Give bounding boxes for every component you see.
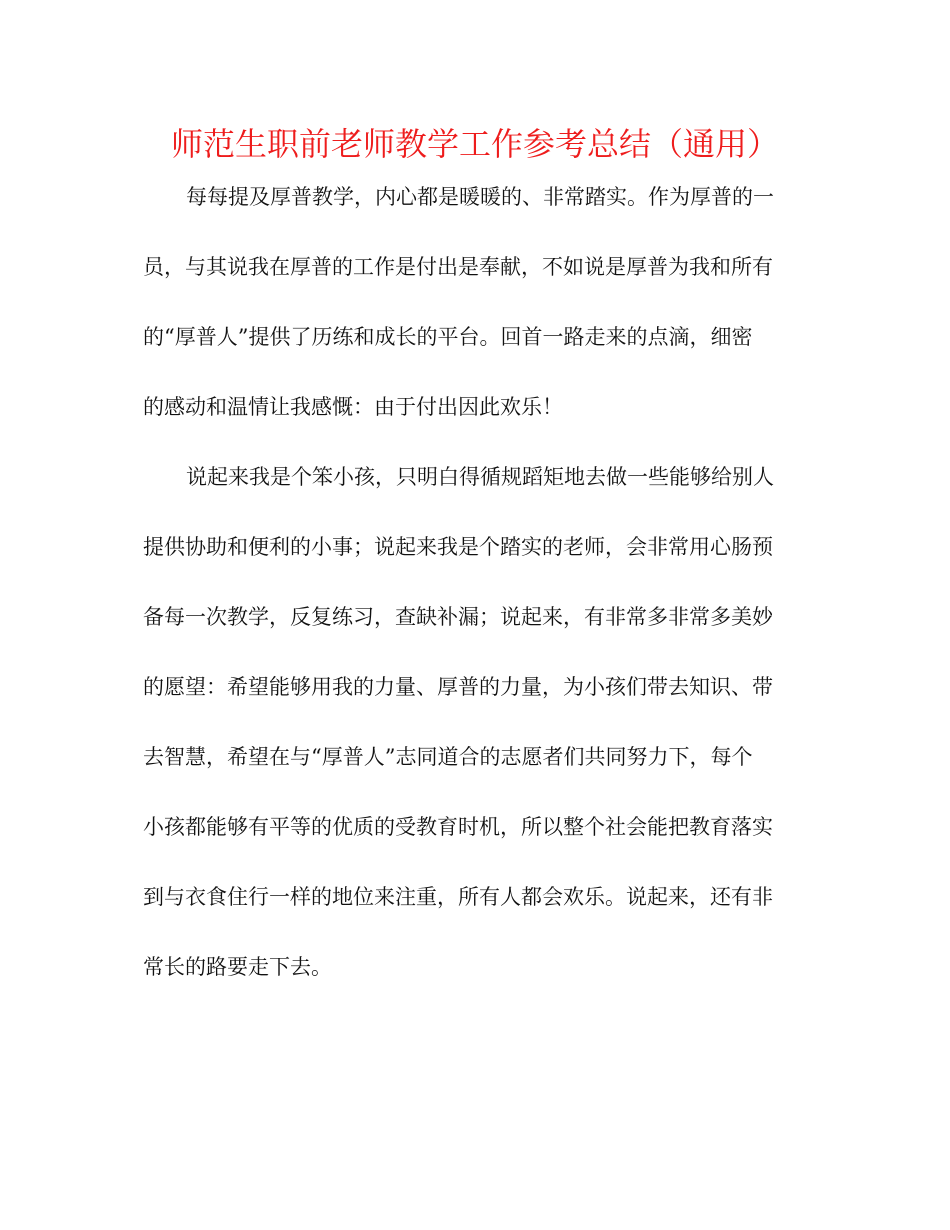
paragraph-line: 的感动和温情让我感慨：由于付出因此欢乐！ bbox=[143, 395, 563, 419]
paragraph-line: 到与衣食住行一样的地位来注重，所有人都会欢乐。说起来，还有非 bbox=[143, 885, 773, 909]
paragraph-line: 的愿望：希望能够用我的力量、厚普的力量，为小孩们带去知识、带 bbox=[143, 675, 773, 699]
paragraph-line: 常长的路要走下去。 bbox=[143, 955, 332, 979]
paragraph-line: 的“厚普人”提供了历练和成长的平台。回首一路走来的点滴，细密 bbox=[143, 325, 753, 349]
paragraph-line: 提供协助和便利的小事；说起来我是个踏实的老师，会非常用心肠预 bbox=[143, 535, 773, 559]
paragraph-line: 备每一次教学，反复练习，查缺补漏；说起来，有非常多非常多美妙 bbox=[143, 605, 773, 629]
paragraph-line: 小孩都能够有平等的优质的受教育时机，所以整个社会能把教育落实 bbox=[143, 815, 773, 839]
document-body bbox=[143, 162, 795, 1002]
document-title: 师范生职前老师教学工作参考总结（通用） bbox=[170, 125, 779, 163]
paragraph-line: 每每提及厚普教学，内心都是暖暖的、非常踏实。作为厚普的一 bbox=[186, 185, 774, 209]
paragraph-2 bbox=[143, 442, 795, 1002]
paragraph-line: 员，与其说我在厚普的工作是付出是奉献，不如说是厚普为我和所有 bbox=[143, 255, 773, 279]
paragraph-line: 说起来我是个笨小孩，只明白得循规蹈矩地去做一些能够给别人 bbox=[186, 465, 774, 489]
paragraph-line: 去智慧，希望在与“厚普人”志同道合的志愿者们共同努力下，每个 bbox=[143, 745, 753, 769]
paragraph-1 bbox=[143, 162, 795, 442]
